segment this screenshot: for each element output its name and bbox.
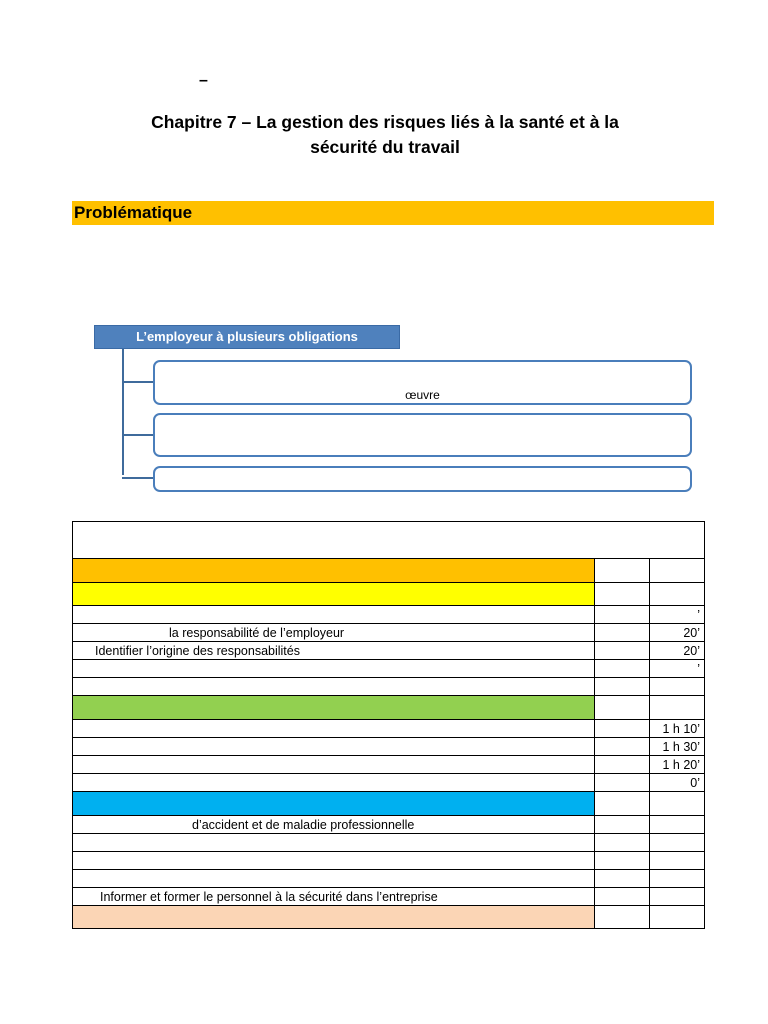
diagram-connector-2 [122,434,153,436]
table-title-row [73,522,705,559]
table-cell-duration: 1 h 20’ [650,756,705,774]
table-cell-duration [650,678,705,696]
table-cell-duration [650,888,705,906]
table-cell-empty [595,696,650,720]
table-cell-duration [650,852,705,870]
table-row [73,792,705,816]
table-cell-duration: ’ [650,606,705,624]
table-cell-empty [595,834,650,852]
table-cell-duration: 20’ [650,642,705,660]
table-cell-text [73,906,595,929]
table-cell-empty [595,870,650,888]
table-cell-text [73,559,595,583]
table-cell-empty [595,816,650,834]
table-cell-empty [595,738,650,756]
table-cell-text [73,792,595,816]
table-cell-text [73,583,595,606]
table-cell-empty [595,660,650,678]
table-row [73,642,705,660]
table-cell-duration: ’ [650,660,705,678]
diagram-box-1 [153,360,692,405]
diagram-box-2 [153,413,692,457]
course-plan-table [72,521,705,929]
diagram-connector-3 [122,477,153,479]
table-cell-text [73,720,595,738]
table-row [73,660,705,678]
table-cell-duration [650,583,705,606]
table-cell-empty [595,678,650,696]
table-row [73,756,705,774]
table-cell-text [73,870,595,888]
diagram-box-1-text: œuvre [405,388,440,402]
table-row [73,816,705,834]
table-cell-empty [595,720,650,738]
diagram-box-3 [153,466,692,492]
table-row [73,583,705,606]
table-cell-duration: 1 h 10’ [650,720,705,738]
table-cell-duration: 20’ [650,624,705,642]
table-title-cell [73,522,705,559]
table-cell-duration [650,792,705,816]
table-cell-text: d’accident et de maladie professionnelle [73,816,595,834]
table-cell-empty [595,888,650,906]
table-cell-text [73,606,595,624]
table-row [73,624,705,642]
table-cell-duration [650,696,705,720]
table-cell-empty [595,906,650,929]
table-cell-duration: 1 h 30’ [650,738,705,756]
table-cell-duration [650,870,705,888]
table-cell-text [73,774,595,792]
section-heading: Problématique [74,203,193,222]
table-cell-empty [595,756,650,774]
table-cell-text [73,756,595,774]
table-row [73,720,705,738]
table-row [73,678,705,696]
table-row [73,852,705,870]
table-cell-text [73,678,595,696]
table-cell-text [73,660,595,678]
table-row [73,559,705,583]
chapter-title [80,110,690,160]
chapter-title-line-2: sécurité du travail [310,137,460,157]
table-row [73,696,705,720]
table-cell-duration [650,559,705,583]
diagram-connector-vertical [122,349,124,475]
table-row [73,888,705,906]
table-cell-empty [595,792,650,816]
diagram-connector-1 [122,381,153,383]
table-cell-empty [595,606,650,624]
section-heading-bar [72,201,714,225]
table-cell-empty [595,583,650,606]
table-cell-duration [650,906,705,929]
header-dash: – [199,72,208,89]
table-row [73,906,705,929]
table-cell-duration: 0’ [650,774,705,792]
table-cell-duration [650,816,705,834]
table-cell-empty [595,559,650,583]
table-cell-empty [595,774,650,792]
table-cell-empty [595,642,650,660]
table-row [73,738,705,756]
table-row [73,606,705,624]
table-cell-empty [595,852,650,870]
table-row [73,834,705,852]
table-cell-text: la responsabilité de l’employeur [73,624,595,642]
table-cell-text [73,834,595,852]
table-cell-text [73,696,595,720]
table-cell-text: Informer et former le personnel à la sécurité dans l’entreprise [73,888,595,906]
diagram-head-box: L’employeur à plusieurs obligations [94,325,400,349]
table-cell-text [73,738,595,756]
table-cell-text [73,852,595,870]
table-cell-duration [650,834,705,852]
table-row [73,870,705,888]
table-cell-text: Identifier l’origine des responsabilités [73,642,595,660]
table-cell-empty [595,624,650,642]
table-row [73,774,705,792]
chapter-title-line-1: Chapitre 7 – La gestion des risques liés à la santé et à la [151,112,619,132]
